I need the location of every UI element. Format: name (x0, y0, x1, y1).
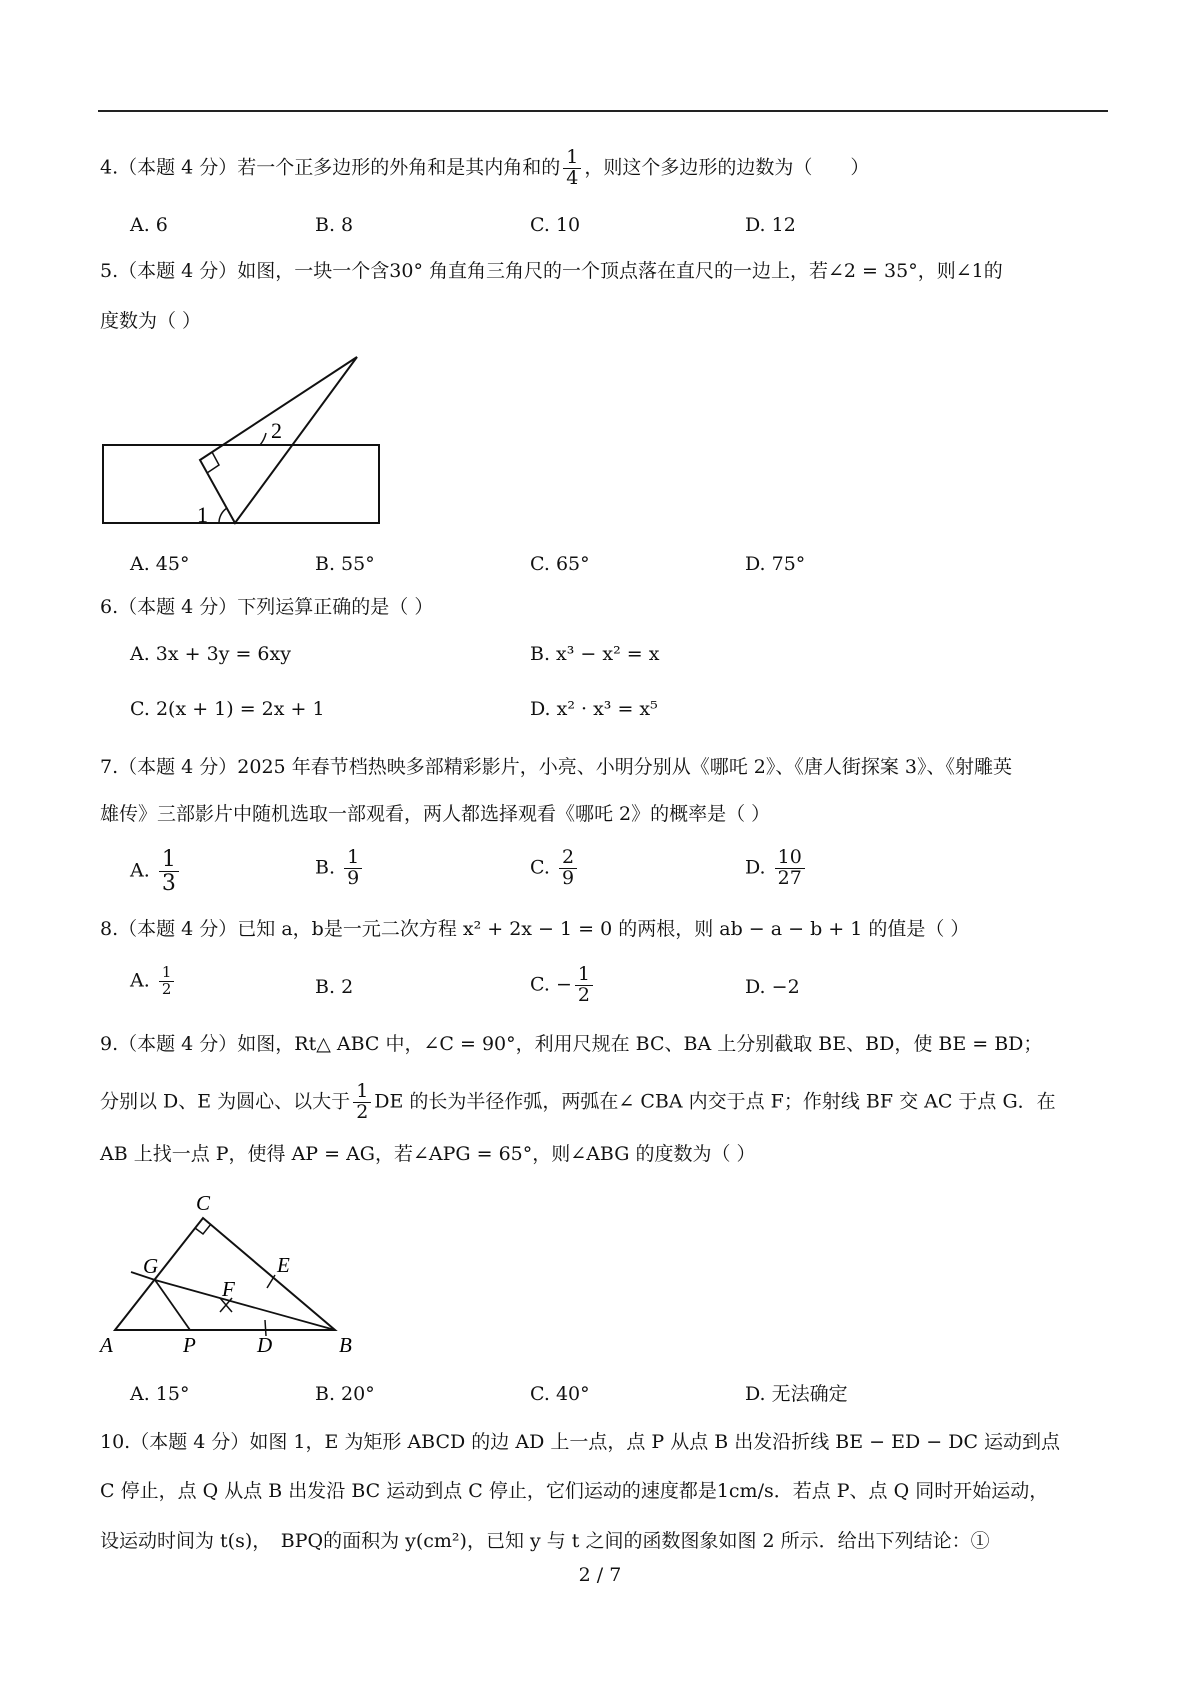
angle1-arc (219, 508, 227, 523)
q8-a-den: 2 (161, 979, 172, 998)
q6-stem: 6.（本题 4 分）下列运算正确的是（ ） (100, 596, 434, 618)
q7-option-a[interactable] (130, 848, 182, 895)
q5-option-d[interactable]: D. 75° (745, 553, 806, 575)
q9-line2-b: DE 的长为半径作弧，两弧在∠ CBA 内交于点 F；作射线 BF 交 AC 于点 G．在 (374, 1090, 1056, 1113)
q7-option-b-letter: B. (315, 856, 336, 879)
label-g: G (143, 1254, 159, 1278)
q5-option-b[interactable]: B. 55° (315, 553, 375, 575)
q7-option-c[interactable] (530, 848, 580, 889)
q10-stem-line3: 设运动时间为 t(s)， BPQ的面积为 y(cm²)，已知 y 与 t 之间的函数图象如图 2 所示．给出下列结论：① (100, 1530, 990, 1552)
q4-stem-b: ，则这个多边形的边数为（ ） (584, 156, 870, 179)
q8-c-num: 1 (575, 965, 593, 986)
q8-option-c-letter: C. (530, 973, 550, 996)
q8-option-d[interactable] (745, 978, 800, 997)
label-p: P (183, 1333, 196, 1355)
q7-option-b-fraction (344, 848, 362, 889)
label-c: C (196, 1191, 211, 1215)
q7-c-num: 2 (559, 848, 577, 869)
q7-d-num: 10 (775, 848, 805, 869)
q8-option-a-fraction (159, 965, 175, 998)
q9-option-c[interactable]: C. 40° (530, 1383, 590, 1405)
q9-triangle-figure (95, 1180, 365, 1355)
q8-stem: 8.（本题 4 分）已知 a，b是一元二次方程 x² + 2x − 1 = 0 的两根，则 ab − a − b + 1 的值是（ ） (100, 918, 970, 940)
ruler-rect (103, 445, 379, 523)
q4-stem (100, 148, 869, 189)
angle2-arc (260, 433, 266, 445)
q8-option-b[interactable] (315, 978, 353, 997)
q7-option-c-fraction (559, 848, 577, 889)
label-b: B (339, 1333, 352, 1355)
q6-option-c[interactable]: C. 2(x + 1) = 2x + 1 (130, 698, 325, 720)
q8-option-c-fraction (575, 965, 593, 1006)
q7-option-c-letter: C. (530, 856, 550, 879)
q9-line2-a: 分别以 D、E 为圆心、以大于 (100, 1090, 351, 1113)
q9-frac-numerator: 1 (353, 1082, 371, 1103)
q8-option-d-letter: D. (745, 976, 766, 998)
q7-d-den: 27 (777, 866, 802, 889)
q4-option-b[interactable]: B. 8 (315, 214, 354, 236)
q4-frac-denominator: 4 (566, 166, 579, 189)
q7-option-a-letter: A. (130, 859, 150, 882)
header-rule (98, 110, 1108, 112)
q7-stem-line2: 雄传》三部影片中随机选取一部观看，两人都选择观看《哪吒 2》的概率是（ ） (100, 803, 771, 825)
q8-option-b-letter: B. (315, 976, 336, 998)
q8-option-a[interactable] (130, 965, 177, 998)
q8-c-den: 2 (577, 983, 590, 1006)
q8-option-a-letter: A. (130, 969, 150, 992)
label-a: A (100, 1333, 113, 1355)
q7-option-d[interactable] (745, 848, 808, 889)
q8-option-b-text: 2 (341, 976, 354, 998)
q9-stem-line3: AB 上找一点 P，使得 AP = AG，若∠APG = 65°，则∠ABG 的度数为（ ） (100, 1143, 756, 1165)
q7-b-num: 1 (344, 848, 362, 869)
label-e: E (277, 1253, 290, 1277)
q4-fraction (563, 148, 581, 189)
angle2-label: 2 (271, 418, 282, 443)
q4-option-c[interactable]: C. 10 (530, 214, 581, 236)
label-f: F (222, 1277, 235, 1301)
ray-bg (155, 1280, 335, 1330)
q9-option-b[interactable]: B. 20° (315, 1383, 375, 1405)
q9-option-a[interactable]: A. 15° (130, 1383, 190, 1405)
q8-option-c-sign: − (555, 973, 572, 996)
q7-a-num: 1 (159, 848, 179, 872)
q8-option-c[interactable] (530, 965, 596, 1006)
q9-stem-line1: 9.（本题 4 分）如图，Rt△ ABC 中，∠C = 90°，利用尺规在 BC、BA 上分别截取 BE、BD，使 BE = BD； (100, 1033, 1043, 1055)
q9-option-d[interactable]: D. 无法确定 (745, 1383, 848, 1405)
q10-stem-line1: 10.（本题 4 分）如图 1，E 为矩形 ABCD 的边 AD 上一点，点 P 从点 B 出发沿折线 BE − ED − DC 运动到点 (100, 1431, 1061, 1453)
q7-option-d-fraction (775, 848, 805, 889)
page-number: 2 / 7 (578, 1564, 622, 1586)
q9-stem-line2 (100, 1082, 1056, 1123)
q7-b-den: 9 (347, 866, 360, 889)
q7-stem-line1: 7.（本题 4 分）2025 年春节档热映多部精彩影片，小亮、小明分别从《哪吒 2》、《唐人街探案 3》、《射雕英 (100, 756, 1012, 778)
q4-stem-a: 4.（本题 4 分）若一个正多边形的外角和是其内角和的 (100, 156, 561, 179)
q5-stem-line1: 5.（本题 4 分）如图，一块一个含30° 角直角三角尺的一个顶点落在直尺的一边上，若∠2 = 35°，则∠1的 (100, 260, 1003, 282)
q8-a-num: 1 (159, 965, 175, 982)
q6-option-b[interactable]: B. x³ − x² = x (530, 643, 660, 665)
angle1-label: 1 (197, 502, 208, 527)
q6-option-a[interactable]: A. 3x + 3y = 6xy (130, 643, 291, 665)
q5-ruler-triangle-figure (95, 345, 395, 535)
q8-option-d-text: −2 (771, 976, 800, 998)
q7-option-b[interactable] (315, 848, 365, 889)
q5-stem-line2: 度数为（ ） (100, 310, 202, 332)
q5-option-a[interactable]: A. 45° (130, 553, 190, 575)
q9-fraction (353, 1082, 371, 1123)
q7-c-den: 9 (561, 866, 575, 889)
q7-option-a-fraction (159, 848, 179, 895)
q5-option-c[interactable]: C. 65° (530, 553, 590, 575)
q4-option-a[interactable]: A. 6 (130, 214, 168, 236)
q9-frac-denominator: 2 (356, 1100, 369, 1123)
q10-stem-line2: C 停止，点 Q 从点 B 出发沿 BC 运动到点 C 停止，它们运动的速度都是1cm/s．若点 P、点 Q 同时开始运动， (100, 1480, 1049, 1502)
label-d: D (257, 1333, 273, 1355)
q7-option-d-letter: D. (745, 856, 766, 879)
q7-a-den: 3 (161, 871, 176, 897)
q4-frac-numerator: 1 (563, 148, 581, 169)
q6-option-d[interactable]: D. x² · x³ = x⁵ (530, 698, 658, 720)
q4-option-d[interactable]: D. 12 (745, 214, 796, 236)
